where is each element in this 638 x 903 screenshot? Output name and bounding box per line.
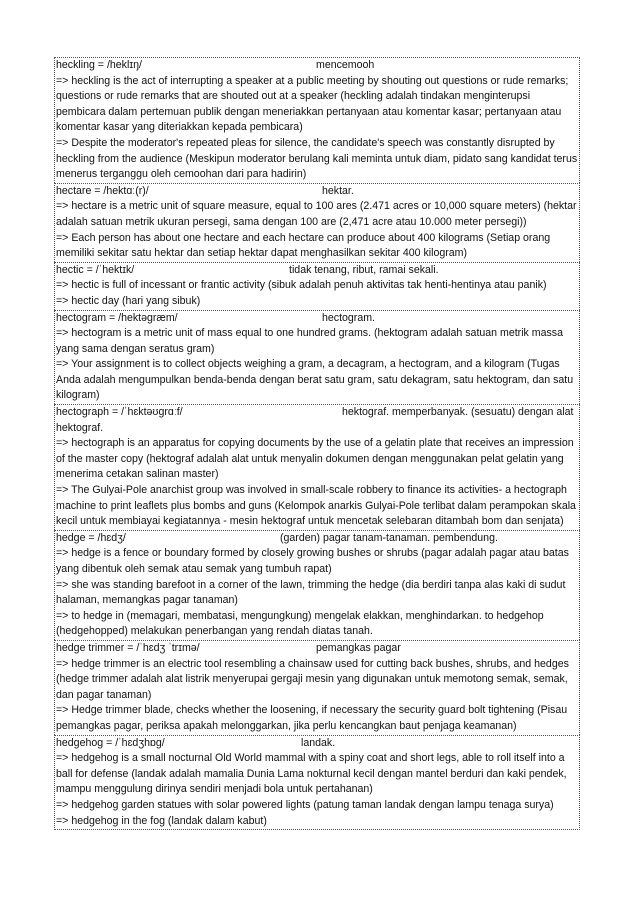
entry-translation: hektograf. memperbanyak. (sesuatu) dengan alat hektograf.: [56, 406, 574, 434]
entry-headline: [56, 311, 578, 327]
entry-translation: landak.: [301, 736, 336, 749]
entry-translation: (garden) pagar tanam-tanaman. pembendung.: [280, 531, 498, 544]
entry-translation: hectogram.: [322, 311, 375, 324]
entry-term: heckling = /heklɪŋ/: [56, 59, 142, 71]
entry-example-line: => she was standing barefoot in a corner of the lawn, trimming the hedge (dia berdiri tanpa alas kaki di sudut halaman, memangkas pagar tanaman): [56, 578, 566, 607]
entry-example-line: => hedgehog garden statues with solar powered lights (patung taman landak dengan lampu tenaga surya): [56, 798, 554, 811]
entry-example-line: => hectare is a metric unit of square measure, equal to 100 ares (2.471 acres or 10,000 square meters) (hektar adalah satuan metrik ukuran persegi, sama dengan 100 are (2,471 acre atau 10.000 meter persegi)): [56, 200, 577, 228]
dictionary-sheet: [54, 57, 580, 830]
entry-example-line: => Hedge trimmer blade, checks whether the loosening, if necessary the security guard bolt tightening (Pisau pemangkas pagar, periksa apakah melonggarkan, jika perlu kencangkan baut penjaga keamanan): [56, 704, 568, 732]
entry-example-line: => Despite the moderator's repeated pleas for silence, the candidate's speech was constantly disrupted by heckling from the audience (Meskipun moderator berulang kali meminta untuk diam, pidato sang kandidat terus menerus terganggu oleh cemoohan dari para hadirin): [56, 136, 578, 181]
entry-example-line: => hedge is a fence or boundary formed by closely growing bushes or shrubs (pagar adalah pagar atau batas yang dibentuk oleh semak atau semak yang tumbuh rapat): [56, 547, 569, 575]
entry-term: hedge trimmer = /ˈhɛdʒ ˈtrɪmə/: [56, 641, 200, 654]
entry-term: hectograph = /ˈhɛktəʊɡrɑːf/: [56, 406, 183, 419]
entry-headline: [56, 405, 578, 436]
entry-example-line: => hectic day (hari yang sibuk): [56, 294, 201, 307]
entry-example-line: => Your assignment is to collect objects weighing a gram, a decagram, a hectogram, and a kilogram (Tugas Anda adalah mengumpulkan benda-benda dengan berat satu gram, satu dekagram, satu hektogram, dan satu kilogram): [56, 358, 574, 402]
entry-example-line: => The Gulyai-Pole anarchist group was involved in small-scale robbery to finance its activities- a hectograph machine to print leaflets plus bombs and guns (Kelompok anarkis Gulyai-Pole terlibat dalam perampokan skala kecil untuk membiayai kegiatannya - mesin hektograf untuk mencetak selebaran ditambah bom dan senjata): [56, 484, 576, 528]
entry-example-line: => to hedge in (memagari, membatasi, mengungkung) mengelak elakkan, menghindarkan. to hedgehop (hedgehopped) melakukan penerbangan yang rendah diatas tanah.: [56, 609, 544, 638]
dictionary-entry: [54, 735, 580, 831]
entry-translation: tidak tenang, ribut, ramai sekali.: [289, 263, 439, 276]
dictionary-entry: [54, 310, 580, 405]
dictionary-entry: [54, 530, 580, 640]
entry-example-line: => hedgehog in the fog (landak dalam kabut): [56, 814, 267, 827]
entry-translation: mencemooh: [316, 59, 375, 71]
entry-example-line: => hedge trimmer is an electric tool resembling a chainsaw used for cutting back bushes, shrubs, and hedges (hedge trimmer adalah alat listrik menyerupai gergaji mesin yang digunakan untuk memotong semak, semak, dan pagar tanaman): [56, 657, 569, 701]
entry-headline: [56, 641, 578, 657]
entry-example-line: => hectogram is a metric unit of mass equal to one hundred grams. (hektogram adalah satuan metrik massa yang sama dengan seratus gram): [56, 327, 563, 355]
entry-headline: [56, 736, 578, 752]
entry-headline: [56, 184, 578, 200]
dictionary-entry: [54, 183, 580, 262]
dictionary-entry: [54, 404, 580, 530]
entry-term: hectic = /ˈhektɪk/: [56, 263, 135, 276]
dictionary-entry: [54, 640, 580, 735]
entry-example-line: => Each person has about one hectare and each hectare can produce about 400 kilograms (Setiap orang memiliki sekitar satu hektar dan setiap hektar dapat menghasilkan sekitar 400 kilogram): [56, 231, 551, 260]
entry-example-line: => hectic is full of incessant or frantic activity (sibuk adalah penuh aktivitas tak henti-hentinya atau panik): [56, 279, 547, 292]
entry-term: hectogram = /hektəɡræm/: [56, 311, 178, 324]
entry-headline: [56, 531, 578, 547]
dictionary-entry: [54, 262, 580, 310]
dictionary-entry: [54, 57, 580, 183]
entry-headline: [56, 58, 578, 74]
entry-term: hedge = /hɛdʒ/: [56, 531, 126, 544]
entry-translation: hektar.: [322, 184, 354, 197]
entry-term: hectare = /hektɑː(r)/: [56, 184, 149, 197]
entry-term: hedgehog = /ˈhɛdʒhɒɡ/: [56, 736, 165, 749]
entry-example-line: => hedgehog is a small nocturnal Old World mammal with a spiny coat and short legs, able to roll itself into a ball for defense (landak adalah mamalia Dunia Lama nokturnal kecil dengan mantel berduri dan kaki pendek, mampu menggulung dirinya sendiri menjadi bola untuk pertahanan): [56, 752, 567, 796]
entry-translation: pemangkas pagar: [316, 641, 401, 654]
entry-example-line: => heckling is the act of interrupting a speaker at a public meeting by shouting out questions or rude remarks; questions or rude remarks that are shouted out at a speaker (heckling adalah tindakan menginterupsi pembicara dalam pertemuan publik dengan meneriakkan pertanyaan atau komentar kasar; pertanyaan atau komentar kasar yang diteriakkan kepada pembicara): [56, 74, 569, 134]
entry-example-line: => hectograph is an apparatus for copying documents by the use of a gelatin plate that receives an impression of the master copy (hektograf adalah alat untuk menyalin dokumen dengan menggunakan pelat gelatin yang menerima cetakan salinan master): [56, 437, 574, 481]
entry-headline: [56, 263, 578, 279]
